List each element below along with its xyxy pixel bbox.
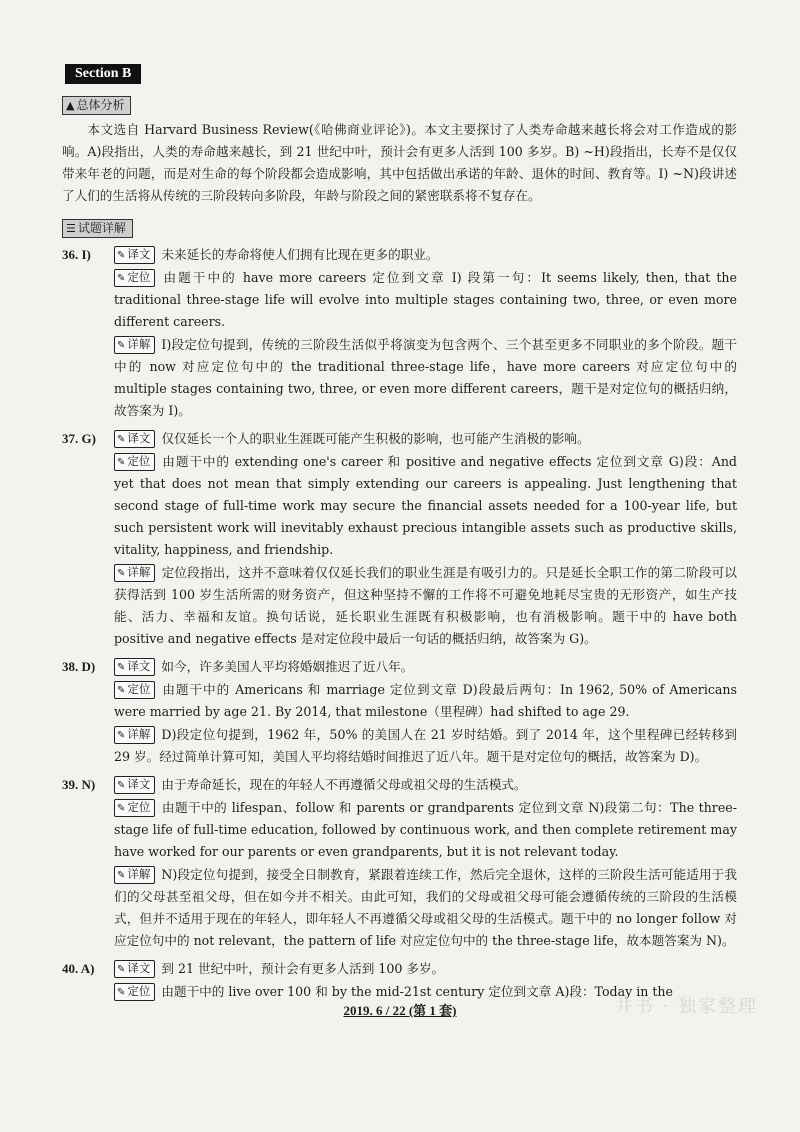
pencil-icon: ✎ <box>117 870 126 881</box>
explain-block <box>114 724 737 768</box>
translation-label: 译文 <box>127 961 151 975</box>
pencil-icon: ✎ <box>117 987 126 998</box>
locate-tag <box>114 799 155 817</box>
question-number: 38. D) <box>62 659 96 674</box>
pencil-icon: ✎ <box>117 964 126 975</box>
explain-label: 详解 <box>127 727 151 741</box>
explain-tag <box>114 336 155 354</box>
translation-block <box>114 244 737 266</box>
pencil-icon: ✎ <box>117 780 126 791</box>
watermark: 井书 · 独家整理 <box>614 996 758 1017</box>
translation-block <box>114 774 737 796</box>
question-39 <box>62 774 737 952</box>
explain-block <box>114 864 737 952</box>
explain-text: I)段定位句提到，传统的三阶段生活似乎将演变为包含两个、三个甚至更多不同职业的多个阶段。题干中的 now 对应定位句中的 the traditional three-stage life，have more careers 对应定位句中的 multiple stages containing two, three, or even more different careers，题干是对定位句的概括归纳，故答案为 I)。 <box>114 337 737 418</box>
translation-block <box>114 428 737 450</box>
translation-tag <box>114 246 155 264</box>
overview-text: 本文选自 Harvard Business Review(《哈佛商业评论》)。本文主要探讨了人类寿命越来越长将会对工作造成的影响。A)段指出，人类的寿命越来越长，到 21 世纪中叶，预计会有更多人活到 100 多岁。B) ~H)段指出，长寿不是仅仅带来年老的问题，而是对生命的每个阶段都会造成影响，其中包括做出承诺的年龄、退休的时间、教育等。I) ~N)段讲述了人们的生活将从传统的三阶段转向多阶段，年龄与阶段之间的紧密联系将不复存在。 <box>62 122 737 203</box>
translation-tag <box>114 430 155 448</box>
translation-text: 如今，许多美国人平均将婚姻推迟了近八年。 <box>161 659 414 674</box>
explain-tag <box>114 564 155 582</box>
question-number: 39. N) <box>62 777 96 792</box>
locate-block <box>114 797 737 863</box>
pencil-icon: ✎ <box>117 730 126 741</box>
locate-text: 由题干中的 have more careers 定位到文章 I) 段第一句：It seems likely, then, that the traditional three-stage life will evolve into multiple stages containing two, three, or even more different careers. <box>114 270 737 329</box>
pencil-icon: ✎ <box>117 662 126 673</box>
locate-tag <box>114 983 155 1001</box>
detail-heading <box>62 219 133 238</box>
explain-label: 详解 <box>127 867 151 881</box>
locate-block <box>114 267 737 333</box>
pencil-icon: ✎ <box>117 434 126 445</box>
question-37 <box>62 428 737 650</box>
locate-label: 定位 <box>127 984 151 998</box>
question-number: 36. I) <box>62 247 91 262</box>
translation-block <box>114 656 737 678</box>
locate-text: 由题干中的 extending one's career 和 positive and negative effects 定位到文章 G)段：And yet that does not mean that simply extending our careers is appealing. Just lengthening that second stage of full-time work may secure the financial assets needed for a 100-year life, but such persistent work will inevitably exhaust precious intangible assets such as productive skills, vitality, happiness, and friendship. <box>114 454 737 557</box>
pencil-icon: ✎ <box>117 568 126 579</box>
explain-label: 详解 <box>127 337 151 351</box>
pencil-icon: ✎ <box>117 250 126 261</box>
pencil-icon: ✎ <box>117 803 126 814</box>
question-number: 40. A) <box>62 961 95 976</box>
list-icon: ☰ <box>66 222 76 235</box>
translation-text: 未来延长的寿命将使人们拥有比现在更多的职业。 <box>161 247 439 262</box>
locate-tag <box>114 453 155 471</box>
page-footer: 2019. 6 / 22 (第 1 套) <box>343 1003 457 1018</box>
locate-text: 由题干中的 lifespan、follow 和 parents or grandparents 定位到文章 N)段第二句：The three-stage life of full-time education, followed by continuous work, and then complete retirement may have worked for our parents or even grandparents, but it is not relevant today. <box>114 800 737 859</box>
explain-tag <box>114 726 155 744</box>
locate-text: 由题干中的 Americans 和 marriage 定位到文章 D)段最后两句：In 1962, 50% of Americans were married by age 21. By 2014, that milestone（里程碑）had shifted to age 29. <box>114 682 737 719</box>
translation-label: 译文 <box>127 659 151 673</box>
locate-label: 定位 <box>127 270 151 284</box>
overview-heading <box>62 96 131 115</box>
translation-text: 由于寿命延长，现在的年轻人不再遵循父母或祖父母的生活模式。 <box>161 777 527 792</box>
explain-label: 详解 <box>127 565 151 579</box>
translation-tag <box>114 658 155 676</box>
overview-paragraph <box>62 119 737 207</box>
translation-text: 仅仅延长一个人的职业生涯既可能产生积极的影响，也可能产生消极的影响。 <box>161 431 590 446</box>
pencil-icon: ✎ <box>117 273 126 284</box>
translation-block <box>114 958 737 980</box>
locate-label: 定位 <box>127 454 151 468</box>
explain-tag <box>114 866 155 884</box>
explain-text: D)段定位句提到，1962 年，50% 的美国人在 21 岁时结婚。到了 2014 年，这个里程碑已经转移到 29 岁。经过简单计算可知，美国人平均将结婚时间推迟了近八年。题干是对定位句的概括，故答案为 D)。 <box>114 727 737 764</box>
translation-label: 译文 <box>127 247 151 261</box>
pencil-icon: ✎ <box>117 457 126 468</box>
translation-label: 译文 <box>127 431 151 445</box>
detail-heading-text: 试题详解 <box>77 221 126 235</box>
document-page <box>62 62 737 1004</box>
pencil-icon: ✎ <box>117 340 126 351</box>
translation-label: 译文 <box>127 777 151 791</box>
explain-text: 定位段指出，这并不意味着仅仅延长我们的职业生涯是有吸引力的。只是延长全职工作的第二阶段可以获得活到 100 岁生活所需的财务资产，但这种坚持不懈的工作将不可避免地耗尽宝贵的无形资产，如生产技能、活力、幸福和友谊。换句话说，延长职业生涯既有积极影响，也有消极影响。题干中的 have both positive and negative effects 是对定位段中最后一句话的概括归纳，故答案为 G)。 <box>114 565 737 646</box>
explain-text: N)段定位句提到，接受全日制教育，紧跟着连续工作，然后完全退休，这样的三阶段生活可能适用于我们的父母甚至祖父母，但在如今并不相关。由此可知，我们的父母或祖父母可能会遵循传统的三阶段的生活模式，但并不适用于现在的年轻人，即年轻人不再遵循父母或祖父母的生活模式。题干中的 no longer follow 对应定位句中的 not relevant，the pattern of life 对应定位句中的 the three-stage life，故本题答案为 N)。 <box>114 867 737 948</box>
translation-text: 到 21 世纪中叶，预计会有更多人活到 100 多岁。 <box>161 961 445 976</box>
pencil-icon: ✎ <box>117 685 126 696</box>
question-38 <box>62 656 737 768</box>
locate-tag <box>114 681 155 699</box>
locate-block <box>114 451 737 561</box>
triangle-icon: ▲ <box>66 99 75 112</box>
locate-label: 定位 <box>127 682 151 696</box>
locate-text: 由题干中的 live over 100 和 by the mid-21st century 定位到文章 A)段：Today in the <box>161 984 673 999</box>
question-36 <box>62 244 737 422</box>
question-number: 37. G) <box>62 431 96 446</box>
overview-heading-text: 总体分析 <box>76 98 125 112</box>
locate-tag <box>114 269 155 287</box>
section-title: Section B <box>65 64 141 84</box>
locate-block <box>114 679 737 723</box>
explain-block <box>114 334 737 422</box>
translation-tag <box>114 776 155 794</box>
locate-label: 定位 <box>127 800 151 814</box>
explain-block <box>114 562 737 650</box>
translation-tag <box>114 960 155 978</box>
